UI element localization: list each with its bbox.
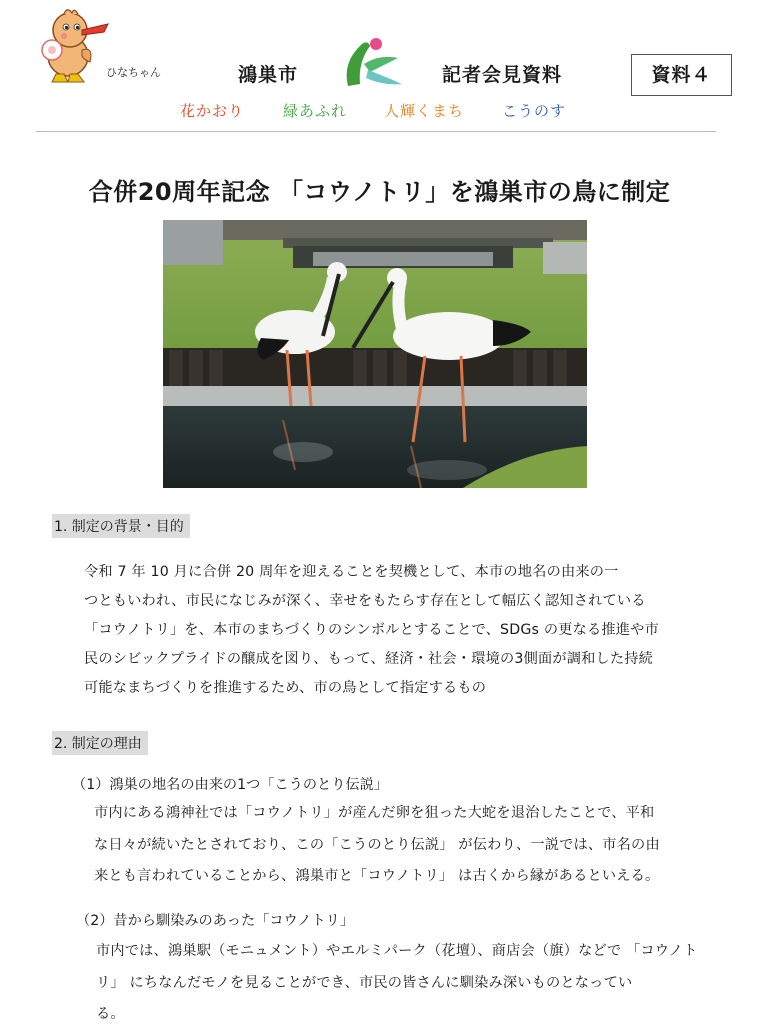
section-1-line-4: 民のシビックプライドの醸成を図り、もって、経済・社会・環境の3側面が調和した持続 (84, 651, 654, 667)
document-title: 合併20周年記念 「コウノトリ」を鴻巣市の鳥に制定 (88, 178, 671, 206)
reason-2-heading: （2）昔から馴染みのあった「コウノトリ」 (76, 913, 355, 929)
reason-2-body (96, 936, 716, 1031)
stork-photo (163, 220, 587, 488)
reason-2-line-1: 市内では、鴻巣駅（モニュメント）やエルミパーク（花壇）、商店会（旗）などで 「コウノト (96, 943, 698, 959)
section-1-heading: 1. 制定の背景・目的 (52, 514, 190, 538)
slogan-3: 人輝くまち (384, 102, 465, 120)
section-1-line-2: つともいわれ、市民になじみが深く、幸せをもたらす存在として幅広く認知されている (84, 593, 646, 609)
reason-1-body (94, 798, 716, 893)
slogan-2: 緑あふれ (283, 102, 348, 120)
slogan-1: 花かおり (180, 102, 245, 120)
slogan-4: こうのす (502, 102, 567, 120)
document-number-box: 資料４ (631, 54, 732, 96)
header-divider (36, 131, 716, 132)
section-2-heading: 2. 制定の理由 (52, 731, 148, 755)
section-1-line-3: 「コウノトリ」を、本市のまちづくりのシンボルとすることで、SDGs の更なる推進や市 (84, 622, 659, 638)
reason-1-line-3: 来とも言われていることから、鴻巣市と「コウノトリ」 は古くから縁があるといえる。 (94, 868, 660, 884)
city-logo-icon (340, 34, 406, 90)
reason-2-line-2: リ」 にちなんだモノを見ることができ、市民の皆さんに馴染み深いものとなってい (96, 974, 633, 991)
reason-1-line-1: 市内にある鴻神社では「コウノトリ」が産んだ卵を狙った大蛇を退治したことで、平和 (94, 805, 655, 821)
reason-1-line-2: な日々が続いたとされており、この「こうのとり伝説」 が伝わり、一説では、市名の由 (94, 836, 660, 853)
city-name: 鴻巣市 (238, 64, 299, 86)
reason-1-heading: （1）鴻巣の地名の由来の1つ「こうのとり伝説」 (72, 777, 388, 793)
section-1-body (84, 558, 716, 703)
press-release-label: 記者会見資料 (442, 64, 563, 86)
mascot-name: ひなちゃん (106, 66, 161, 79)
reason-2-line-3: る。 (96, 1006, 125, 1022)
section-1-line-1: 令和 7 年 10 月に合併 20 周年を迎えることを契機として、本市の地名の由来の一 (84, 564, 619, 580)
mascot-hina-chan-image (34, 6, 114, 88)
section-1-line-5: 可能なまちづくりを推進するため、市の鳥として指定するもの (84, 680, 487, 696)
